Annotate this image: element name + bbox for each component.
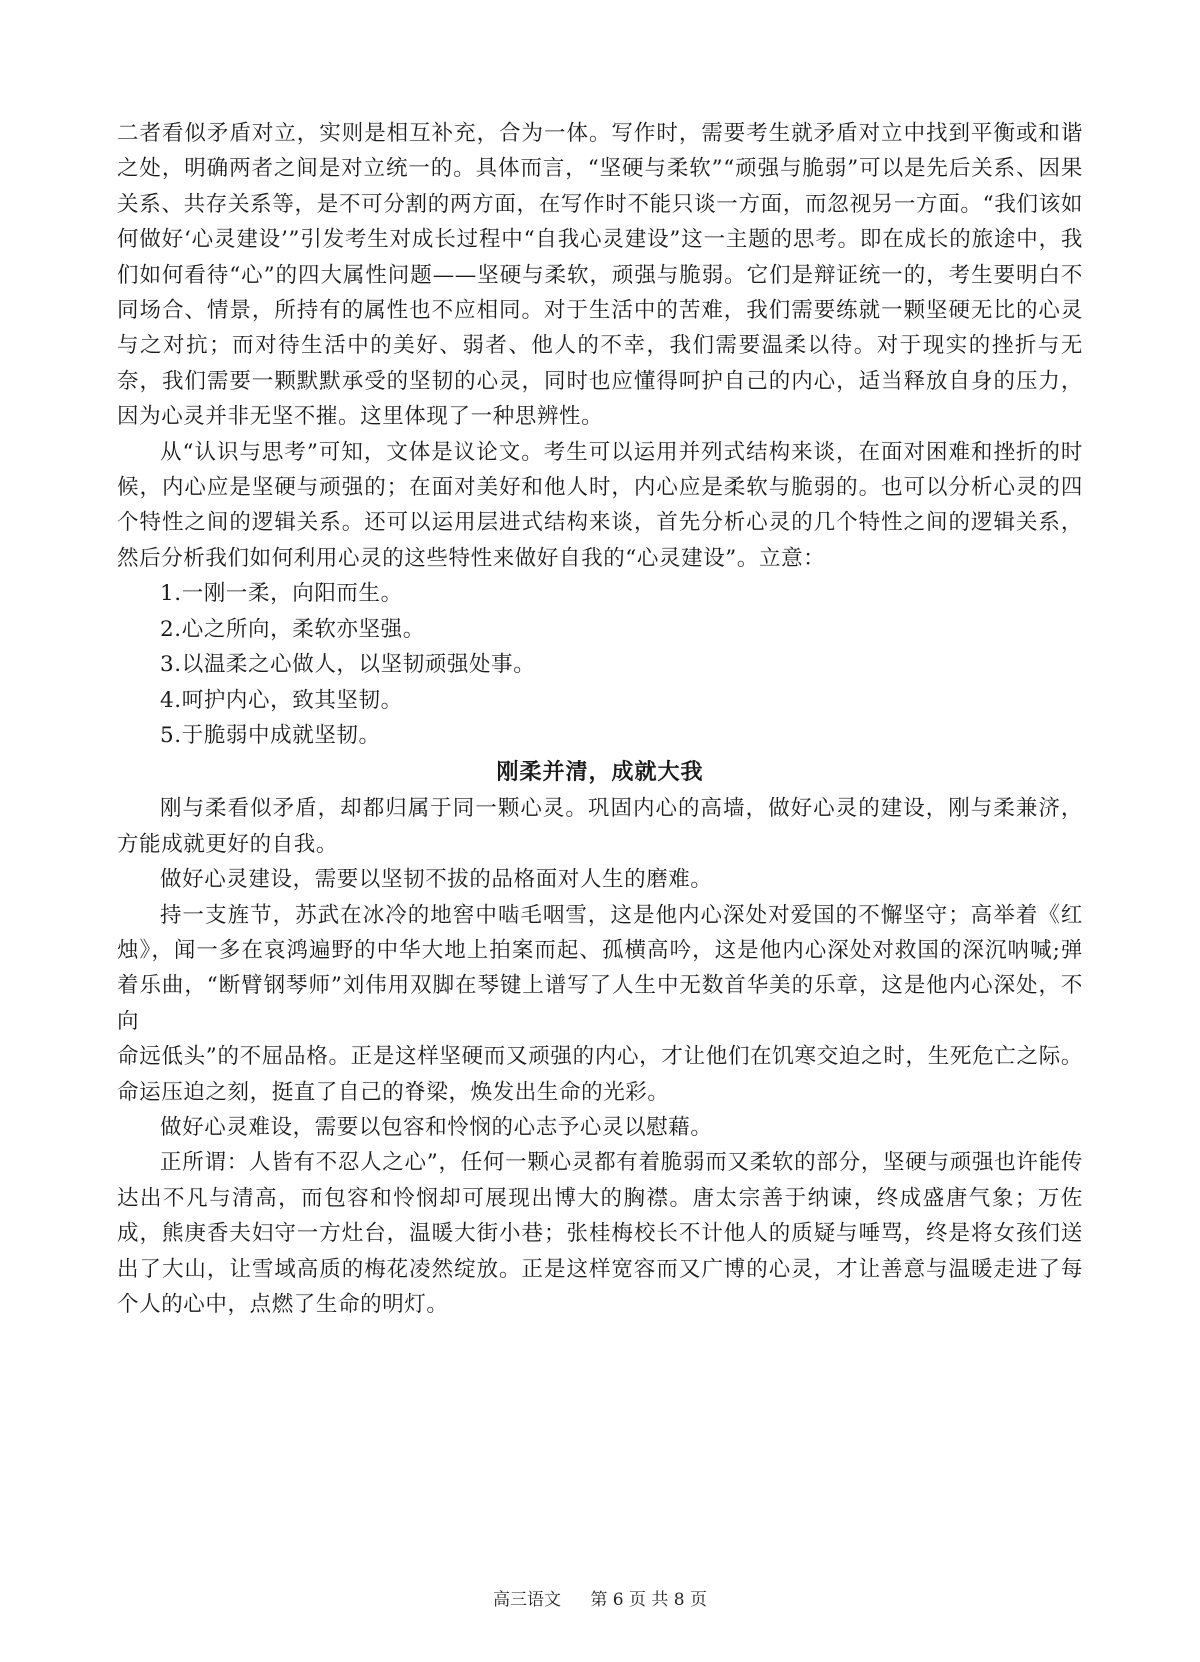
idea-item-4: 4.呵护内心，致其坚韧。 (160, 687, 403, 713)
analysis-paragraph-2: 从“认识与思考”可知，文体是议论文。考生可以运用并列式结构来谈，在面对困难和挫折的时候，内心应是坚硬与顽强的；在面对美好和他人时，内心应是柔软与脆弱的。也可以分析心灵的四个特性之间的逻辑关系。还可以运用层进式结构来谈，首先分析心灵的几个特性之间的逻辑关系，然后分析我们如何利用心灵的这些特性来做好自我的“心灵建设”。立意： (117, 439, 1083, 571)
essay-paragraph-4: 做好心灵难设，需要以包容和怜悯的心志予心灵以慰藉。 (160, 1114, 713, 1140)
essay-paragraph-3a: 持一支旌节，苏武在冰冷的地窖中啮毛咽雪，这是他内心深处对爱国的不懈坚守；高举着《红烛》，闻一多在哀鸿遍野的中华大地上拍案而起、孤横高吟，这是他内心深处对救国的深沉呐喊;弹着乐曲，“断臂钢琴师”刘伟用双脚在琴键上谱写了人生中无数首华美的乐章，这是他内心深处，不向 (117, 902, 1083, 1034)
page-content (117, 116, 1083, 1322)
essay-paragraph-2: 做好心灵建设，需要以坚韧不拔的品格面对人生的磨难。 (160, 867, 713, 893)
essay-paragraph-3b: 命远低头”的不屈品格。正是这样坚硬而又顽强的内心，才让他们在饥寒交迫之时，生死危亡之际。命运压迫之刻，挺直了自己的脊梁，焕发出生命的光彩。 (117, 1044, 1083, 1105)
idea-item-1: 1.一刚一柔，向阳而生。 (160, 581, 403, 607)
analysis-paragraph-1: 二者看似矛盾对立，实则是相互补充，合为一体。写作时，需要考生就矛盾对立中找到平衡或和谐之处，明确两者之间是对立统一的。具体而言，“坚硬与柔软”“顽强与脆弱”可以是先后关系、因果关系、共存关系等，是不可分割的两方面，在写作时不能只谈一方面，而忽视另一方面。“我们该如何做好‘心灵建设’”引发考生对成长过程中“自我心灵建设”这一主题的思考。即在成长的旅途中，我们如何看待“心”的四大属性问题——坚硬与柔软，顽强与脆弱。它们是辩证统一的，考生要明白不同场合、情景，所持有的属性也不应相同。对于生活中的苦难，我们需要练就一颗坚硬无比的心灵与之对抗；而对待生活中的美好、弱者、他人的不幸，我们需要温柔以待。对于现实的挫折与无奈，我们需要一颗默默承受的坚韧的心灵，同时也应懂得呵护自己的内心，适当释放自身的压力，因为心灵并非无坚不摧。这里体现了一种思辨性。 (117, 121, 1083, 430)
page-footer (0, 1585, 1200, 1610)
idea-item-5: 5.于脆弱中成就坚韧。 (160, 722, 381, 748)
idea-item-3: 3.以温柔之心做人，以坚韧顽强处事。 (160, 652, 536, 678)
footer-page-number: 第 6 页 共 8 页 (590, 1590, 708, 1610)
essay-paragraph-1: 刚与柔看似矛盾，却都归属于同一颗心灵。巩固内心的高墙，做好心灵的建设，刚与柔兼济，方能成就更好的自我。 (117, 796, 1083, 857)
essay-title: 刚柔并清，成就大我 (496, 760, 704, 786)
idea-item-2: 2.心之所向，柔软亦坚强。 (160, 616, 425, 642)
footer-subject: 高三语文 (492, 1590, 561, 1610)
essay-paragraph-5: 正所谓：人皆有不忍人之心”，任何一颗心灵都有着脆弱而又柔软的部分，坚硬与顽强也许能传达出不凡与清高，而包容和怜悯却可展现出博大的胸襟。唐太宗善于纳谏，终成盛唐气象；万佐成，熊庚香夫妇守一方灶台，温暖大街小巷；张桂梅校长不计他人的质疑与唾骂，终是将女孩们送出了大山，让雪域高质的梅花凌然绽放。正是这样宽容而又广博的心灵，才让善意与温暖走进了每个人的心中，点燃了生命的明灯。 (117, 1150, 1083, 1317)
